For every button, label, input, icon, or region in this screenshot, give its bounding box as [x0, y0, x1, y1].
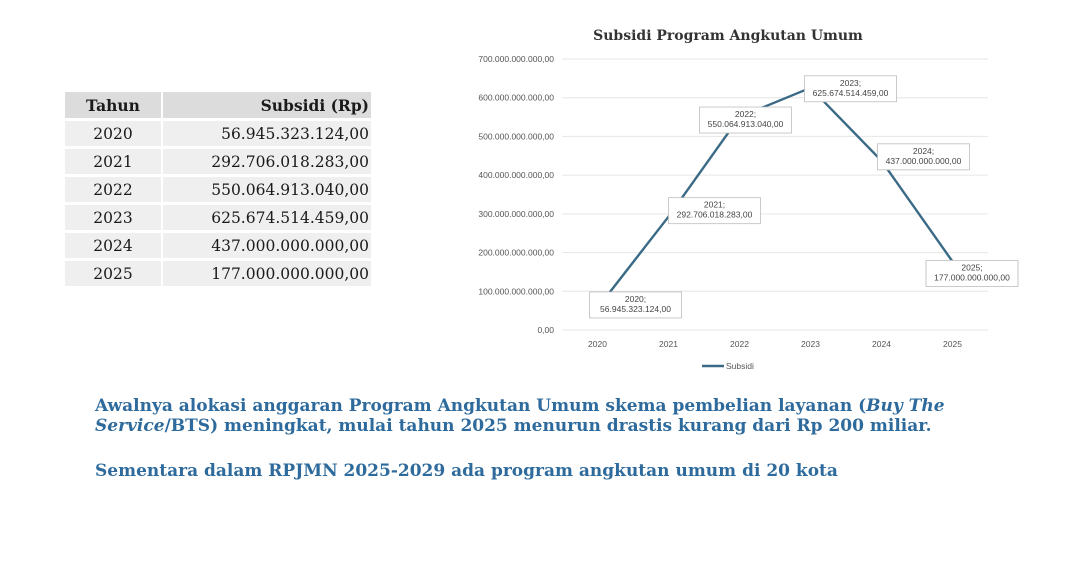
y-tick-label: 300.000.000.000,00: [478, 208, 554, 219]
y-axis-tick-labels: [478, 54, 554, 335]
data-label-text: 2023;: [839, 77, 862, 88]
x-tick-label: 2020: [588, 339, 607, 349]
chart-gridlines: [562, 59, 988, 330]
data-label-text: 2021;: [703, 199, 726, 210]
x-tick-label: 2024: [872, 339, 891, 349]
data-label-text: 177.000.000.000,00: [934, 272, 1010, 283]
y-tick-label: 500.000.000.000,00: [478, 131, 554, 142]
table-cell-subsidy: 56.945.323.124,00: [162, 120, 371, 148]
x-tick-label: 2025: [943, 339, 962, 349]
column-header-subsidy: Subsidi (Rp): [162, 92, 371, 120]
table-cell-subsidy: 437.000.000.000,00: [162, 232, 371, 260]
y-tick-label: 600.000.000.000,00: [478, 92, 554, 103]
y-tick-label: 400.000.000.000,00: [478, 170, 554, 181]
data-label-2021: [669, 198, 761, 224]
data-label-text: 2020;: [624, 293, 647, 304]
table-cell-subsidy: 625.674.514.459,00: [162, 204, 371, 232]
table-row: [65, 260, 371, 288]
x-tick-label: 2022: [730, 339, 749, 349]
data-label-2020: [590, 292, 682, 318]
summary-text-part1: Awalnya alokasi anggaran Program Angkutan Umum skema pembelian layanan (: [95, 396, 867, 416]
x-axis-tick-labels: [588, 339, 962, 349]
chart-title: Subsidi Program Angkutan Umum: [593, 28, 863, 44]
table-cell-year: 2025: [65, 260, 162, 288]
table-row: [65, 120, 371, 148]
data-label-text: 550.064.913.040,00: [707, 119, 784, 130]
y-tick-label: 0,00: [537, 325, 554, 335]
x-tick-label: 2023: [801, 339, 820, 349]
summary-paragraph: [95, 396, 975, 436]
y-tick-label: 700.000.000.000,00: [478, 54, 554, 64]
table-cell-year: 2021: [65, 148, 162, 176]
table-row: [65, 232, 371, 260]
legend-label-subsidi: Subsidi: [726, 361, 754, 371]
table-cell-subsidy: 177.000.000.000,00: [162, 260, 371, 288]
data-label-text: 56.945.323.124,00: [600, 303, 671, 314]
column-header-year: Tahun: [65, 92, 162, 120]
table-row: [65, 148, 371, 176]
rpjmn-note: Sementara dalam RPJMN 2025-2029 ada program angkutan umum di 20 kota: [95, 461, 838, 481]
data-labels: [590, 76, 1019, 318]
table-cell-year: 2024: [65, 232, 162, 260]
data-label-text: 2022;: [734, 109, 757, 120]
data-label-text: 625.674.514.459,00: [812, 87, 889, 98]
y-tick-label: 100.000.000.000,00: [478, 286, 554, 297]
subsidy-line-chart: [460, 18, 1020, 378]
data-label-text: 2024;: [912, 145, 935, 156]
data-label-2024: [878, 144, 970, 170]
table-cell-year: 2023: [65, 204, 162, 232]
data-label-text: 2025;: [961, 262, 983, 273]
table-cell-year: 2022: [65, 176, 162, 204]
chart-legend: [702, 361, 754, 371]
table-cell-year: 2020: [65, 120, 162, 148]
data-label-2025: [926, 260, 1018, 286]
table-cell-subsidy: 292.706.018.283,00: [162, 148, 371, 176]
table-row: [65, 204, 371, 232]
summary-text-italic: Buy The Service: [95, 396, 945, 436]
data-label-2022: [700, 107, 792, 133]
table-header-row: [65, 92, 371, 120]
subsidy-table: [65, 92, 371, 289]
table-cell-subsidy: 550.064.913.040,00: [162, 176, 371, 204]
y-tick-label: 200.000.000.000,00: [478, 247, 554, 258]
data-label-text: 292.706.018.283,00: [676, 209, 753, 220]
summary-text-part2: /BTS) meningkat, mulai tahun 2025 menurun drastis kurang dari Rp 200 miliar.: [164, 416, 932, 436]
table-row: [65, 176, 371, 204]
data-label-text: 437.000.000.000,00: [885, 155, 962, 166]
x-tick-label: 2021: [659, 339, 678, 349]
data-label-2023: [805, 76, 897, 102]
